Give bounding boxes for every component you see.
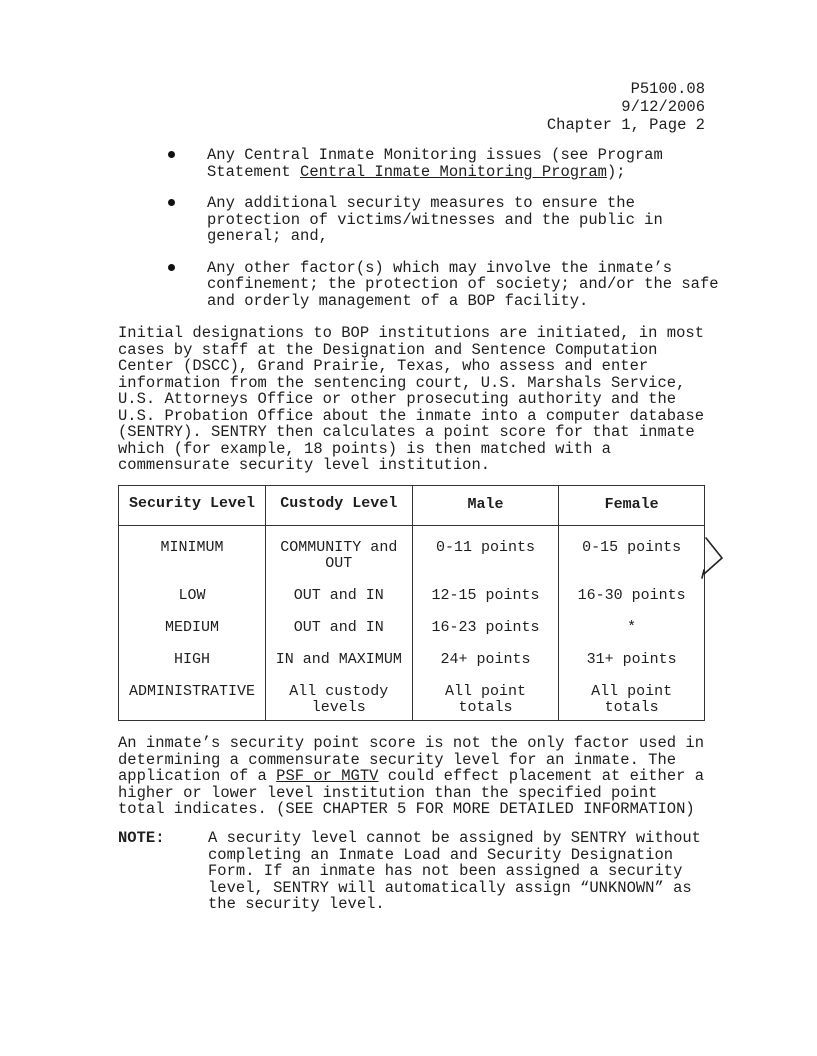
- point-score-paragraph: [118, 735, 708, 818]
- security-level-table: [118, 485, 705, 721]
- table-row: [119, 612, 705, 644]
- designation-paragraph: Initial designations to BOP institutions are initiated, in most cases by staff at the Designation and Sentence Computation Center (DSCC), Grand Prairie, Texas, who assess and enter information from the sentencing court, U.S. Marshals Service, U.S. Attorneys Office or other prosecuting authority and the U.S. Probation Office about the inmate into a computer database (SENTRY). SENTRY then calculates a point score for that inmate which (for example, 18 points) is then matched with a commensurate security level institution.: [118, 324, 704, 474]
- table-header-row: [119, 486, 705, 526]
- header-custody-level: Custody Level: [265, 486, 412, 526]
- document-date: 9/12/2006: [621, 98, 705, 116]
- cell-custody-level: All custody levels: [265, 676, 412, 721]
- cell-female-points: All point totals: [559, 676, 705, 721]
- cell-male-points: All point totals: [412, 676, 559, 721]
- bullet-text: Any additional security measures to ensure the protection of victims/witnesses and the public in general; and,: [207, 194, 663, 245]
- page-header: [547, 80, 705, 134]
- cell-security-level: MEDIUM: [119, 612, 266, 644]
- table-row: [119, 526, 705, 581]
- paragraph-text: An inmate’s security point score is not the only factor used in determining a commensurate security level for an inmate. The application of a: [118, 734, 704, 785]
- table-row: [119, 580, 705, 612]
- table-row: [119, 644, 705, 676]
- header-female: Female: [559, 486, 705, 526]
- cell-custody-level: IN and MAXIMUM: [265, 644, 412, 676]
- cell-female-points: *: [559, 612, 705, 644]
- cell-male-points: 0-11 points: [412, 526, 559, 581]
- cell-male-points: 24+ points: [412, 644, 559, 676]
- paragraph-text-end: could effect placement at either a higher or lower level institution than the specified point total indicates. (SEE CHAPTER 5 FOR MORE DETAILED INFORMATION): [118, 767, 705, 818]
- header-male: Male: [412, 486, 559, 526]
- cell-security-level: HIGH: [119, 644, 266, 676]
- cell-female-points: 0-15 points: [559, 526, 705, 581]
- bullet-text: Any other factor(s) which may involve the inmate’s confinement; the protection of society; and/or the safe and orderly management of a BOP facility.: [207, 258, 719, 310]
- table-row: [119, 676, 705, 721]
- note-text: A security level cannot be assigned by SENTRY without completing an Inmate Load and Security Designation Form. If an inmate has not been assigned a security level, SENTRY will automatically assign “UNKNOWN” as the security level.: [208, 829, 701, 913]
- chapter-page: Chapter 1, Page 2: [546, 116, 705, 134]
- cell-female-points: 16-30 points: [559, 580, 705, 612]
- psf-mgtv-term: PSF or MGTV: [276, 767, 379, 785]
- bullet-dot-icon: [168, 199, 175, 206]
- bullet-text-end: );: [606, 162, 626, 181]
- cell-male-points: 12-15 points: [412, 580, 559, 612]
- header-security-level: Security Level: [119, 486, 266, 526]
- bullet-item: [160, 195, 720, 245]
- cell-female-points: 31+ points: [559, 644, 705, 676]
- bullet-dot-icon: [168, 264, 175, 271]
- factor-bullet-list: [160, 147, 720, 324]
- cell-security-level: MINIMUM: [119, 526, 266, 581]
- cell-custody-level: COMMUNITY and OUT: [265, 526, 412, 581]
- bullet-item: [160, 260, 720, 310]
- note-label: NOTE:: [118, 829, 165, 847]
- cell-male-points: 16-23 points: [412, 612, 559, 644]
- cell-custody-level: OUT and IN: [265, 580, 412, 612]
- handwritten-check-mark-icon: [700, 534, 728, 584]
- program-statement-link: Central Inmate Monitoring Program: [300, 162, 607, 181]
- cell-security-level: LOW: [119, 580, 266, 612]
- document-id: P5100.08: [630, 80, 705, 98]
- cell-security-level: ADMINISTRATIVE: [119, 676, 266, 721]
- cell-custody-level: OUT and IN: [265, 612, 412, 644]
- bullet-item: [160, 147, 720, 180]
- bullet-text: Any Central Inmate Monitoring issues (see Program Statement: [207, 146, 663, 181]
- bullet-dot-icon: [168, 151, 175, 158]
